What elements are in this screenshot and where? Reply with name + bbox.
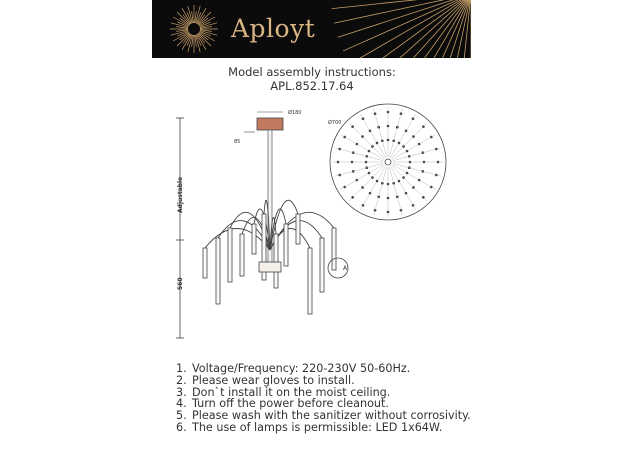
instruction-item: 4. Turn off the power before cleanout. — [176, 397, 389, 411]
canopy-diameter-label: Ø180 — [288, 110, 302, 116]
canopy — [257, 118, 283, 130]
header-banner — [152, 0, 471, 58]
adjustable-label: Adjustable — [177, 176, 184, 213]
center-hub — [259, 262, 281, 272]
top-view — [330, 104, 446, 220]
detail-a-label: A — [343, 265, 348, 272]
chandelier-drawing — [160, 100, 460, 355]
canopy-height-label: 85 — [234, 139, 241, 145]
instruction-item: 3. Don`t install it on the moist ceiling. — [176, 385, 391, 399]
instruction-item: 6. The use of lamps is permissible: LED 1x64W. — [176, 420, 443, 434]
height-label: 560 — [177, 277, 184, 290]
document-title: Model assembly instructions: — [228, 65, 396, 79]
brand-name: Aployt — [231, 14, 316, 43]
instruction-item: 1. Voltage/Frequency: 220-230V 50-60Hz. — [176, 362, 411, 375]
model-number: APL.852.17.64 — [270, 79, 354, 93]
instruction-item: 5. Please wash with the sanitizer without corrosivity. — [176, 409, 471, 423]
instruction-item: 2. Please wear gloves to install. — [176, 373, 355, 387]
instructions-list — [176, 363, 471, 434]
top-view-diameter-label: Ø700 — [328, 120, 342, 126]
